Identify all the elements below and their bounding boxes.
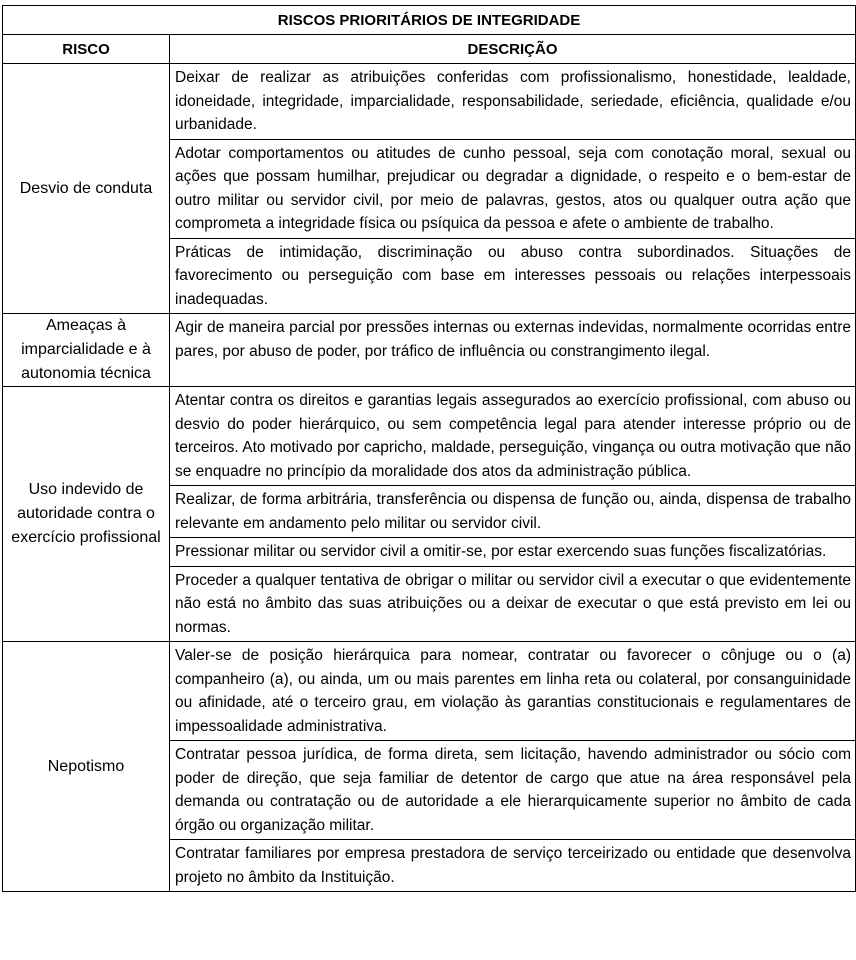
risk-cell-nepotismo: Nepotismo xyxy=(3,642,170,892)
table-title: RISCOS PRIORITÁRIOS DE INTEGRIDADE xyxy=(3,6,856,35)
integrity-risks-table xyxy=(2,5,856,892)
description-cell: Contratar familiares por empresa prestadora de serviço terceirizado ou entidade que desenvolva projeto no âmbito da Instituição. xyxy=(170,840,856,892)
risk-cell-uso-indevido-autoridade: Uso indevido de autoridade contra o exercício profissional xyxy=(3,387,170,642)
column-header-description: DESCRIÇÃO xyxy=(170,35,856,64)
description-cell: Realizar, de forma arbitrária, transferência ou dispensa de função ou, ainda, dispensa de trabalho relevante em andamento pelo militar ou servidor civil. xyxy=(170,486,856,538)
description-cell: Proceder a qualquer tentativa de obrigar o militar ou servidor civil a executar o que evidentemente não está no âmbito das suas atribuições ou a deixar de executar o que está previsto em lei ou normas. xyxy=(170,566,856,642)
description-cell: Deixar de realizar as atribuições conferidas com profissionalismo, honestidade, lealdade, idoneidade, integridade, imparcialidade, responsabilidade, seriedade, eficiência, qualidade e/ou urbanidade. xyxy=(170,64,856,140)
table-row xyxy=(3,314,856,387)
table-row xyxy=(3,642,856,741)
column-header-risk: RISCO xyxy=(3,35,170,64)
header-row xyxy=(3,35,856,64)
description-cell: Agir de maneira parcial por pressões internas ou externas indevidas, normalmente ocorridas entre pares, por abuso de poder, por tráfico de influência ou constrangimento ilegal. xyxy=(170,314,856,387)
description-cell: Adotar comportamentos ou atitudes de cunho pessoal, seja com conotação moral, sexual ou ações que possam humilhar, prejudicar ou degradar a dignidade, o respeito e o bem-estar de outro militar ou servidor civil, por meio de palavras, gestos, atos ou qualquer outra ação que comprometa a integridade física ou psíquica da pessoa e afete o ambiente de trabalho. xyxy=(170,139,856,238)
description-cell: Pressionar militar ou servidor civil a omitir-se, por estar exercendo suas funções fiscalizatórias. xyxy=(170,538,856,567)
table-row xyxy=(3,387,856,486)
description-cell: Valer-se de posição hierárquica para nomear, contratar ou favorecer o cônjuge ou o (a) companheiro (a), ou ainda, um ou mais parentes em linha reta ou colateral, por consanguinidade ou afinidade, até o terceiro grau, em violação às garantias constitucionais e regulamentares de impessoalidade administrativa. xyxy=(170,642,856,741)
risk-cell-ameacas-imparcialidade: Ameaças à imparcialidade e à autonomia técnica xyxy=(3,314,170,387)
description-cell: Atentar contra os direitos e garantias legais assegurados ao exercício profissional, com abuso ou desvio do poder hierárquico, ou sem competência legal para atender interesse próprio ou de terceiros. Ato motivado por capricho, maldade, perseguição, vingança ou outra motivação que não se enquadre no princípio da moralidade dos atos da administração pública. xyxy=(170,387,856,486)
risk-cell-desvio-de-conduta: Desvio de conduta xyxy=(3,64,170,314)
description-cell: Práticas de intimidação, discriminação ou abuso contra subordinados. Situações de favorecimento ou perseguição com base em interesses pessoais ou relações interpessoais inadequadas. xyxy=(170,238,856,314)
table-row xyxy=(3,64,856,140)
table-title-row xyxy=(3,6,856,35)
description-cell: Contratar pessoa jurídica, de forma direta, sem licitação, havendo administrador ou sócio com poder de direção, que seja familiar de detentor de cargo que atue na área responsável pela demanda ou contratação ou de autoridade a ele hierarquicamente superior no âmbito de cada órgão ou organização militar. xyxy=(170,741,856,840)
